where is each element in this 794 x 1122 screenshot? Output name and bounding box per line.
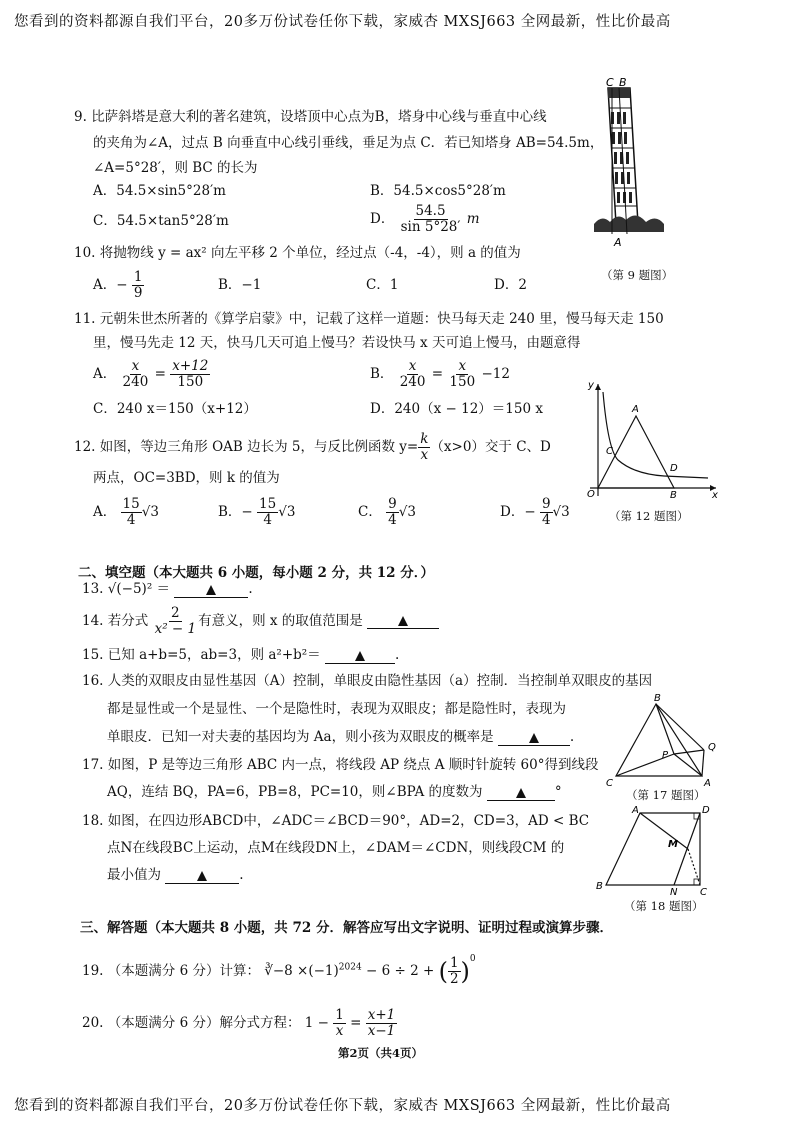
q19-number: 19. — [82, 963, 104, 979]
q10-option-c: C．1 — [366, 277, 399, 293]
tower-label-c: C — [606, 76, 614, 89]
q9-option-d-denominator: sin 5°28′ — [400, 218, 461, 235]
q19-expr2: − 6 ÷ 2 + — [366, 963, 435, 979]
q14-text-post: 有意义，则 x 的取值范围是 — [198, 612, 363, 629]
fig12-label-x: x — [712, 490, 718, 500]
q18-line2: 点N在线段BC上运动，点M在线段DN上，∠DAM＝∠CDN，则线段CM 的 — [107, 840, 565, 856]
q11-option-b-left-den: 240 — [399, 373, 426, 390]
q19-paren-close: ) — [460, 957, 470, 986]
q11-option-b-label: B． — [370, 365, 394, 382]
fig12-label-y: y — [588, 380, 594, 391]
q11-option-b-left-fraction — [398, 359, 428, 390]
q18-number: 18. — [82, 813, 104, 829]
triangle-marker-icon — [197, 871, 207, 881]
q12-function-numerator: k — [420, 431, 429, 447]
q11-option-b-left-num: x — [408, 358, 417, 374]
q17-line2 — [107, 786, 562, 801]
q17-end: ° — [554, 784, 562, 800]
segment-pa — [674, 754, 702, 776]
fig18-label-a: A — [632, 805, 639, 816]
q13-equals: ＝ — [156, 581, 171, 597]
q12-figure — [584, 378, 724, 500]
q20-label: （本题满分 6 分）解分式方程： — [107, 1014, 301, 1031]
q14-numerator: 2 — [171, 605, 180, 621]
q16-answer-blank[interactable] — [498, 731, 570, 746]
q14-line — [82, 606, 439, 637]
tower-body — [594, 88, 664, 232]
q9-option-c: C．54.5×tan5°28′m — [93, 213, 229, 229]
q19-line — [82, 955, 476, 987]
q18-line1 — [82, 815, 589, 829]
q9-option-a: A．54.5×sin5°28′m — [93, 183, 226, 199]
q12-option-a-denominator: 4 — [126, 511, 136, 528]
q9-line2: 的夹角为∠A，过点 B 向垂直中心线引垂线，垂足为点 C．若已知塔身 AB=54.5m， — [93, 135, 604, 151]
q10-option-a-label: A．− — [93, 276, 128, 293]
q11-option-a-right-fraction — [170, 359, 210, 390]
q20-pre: 1 − — [304, 1014, 329, 1031]
q14-answer-blank[interactable] — [367, 615, 439, 630]
triangle-marker-icon — [206, 585, 216, 595]
q9-option-d-label: D． — [370, 210, 395, 227]
q16-line1 — [82, 675, 652, 689]
q15-line — [82, 649, 399, 664]
triangle-marker-icon — [529, 733, 539, 743]
q12-option-a-radical: √3 — [141, 503, 159, 520]
q12-option-d-fraction — [540, 497, 553, 528]
q12-line2: 两点，OC=3BD，则 k 的值为 — [93, 470, 280, 486]
q19-expr1: ∛−8 ×(−1) — [264, 963, 339, 979]
q12-option-a-fraction — [121, 497, 142, 528]
q10-option-a-fraction — [132, 270, 145, 301]
q11-option-a-left-den: 240 — [122, 373, 149, 390]
q16-line3 — [107, 731, 574, 746]
q17-text-line2: AQ，连结 BQ，PA=6，PB=8，PC=10，则∠BPA 的度数为 — [107, 784, 483, 800]
q12-figure-caption: （第 12 题图） — [609, 509, 689, 523]
fig12-label-a: A — [632, 404, 639, 415]
q20-equals: = — [350, 1014, 362, 1031]
q12-option-a-label: A． — [93, 503, 117, 520]
q17-figure-caption: （第 17 题图） — [626, 788, 706, 802]
q19-paren-open: ( — [438, 957, 448, 986]
q10-number: 10. — [74, 245, 96, 261]
q9-option-d-fraction — [399, 204, 463, 235]
q11-option-b-eq: = — [431, 365, 444, 382]
q19-exponent1: 2024 — [338, 962, 362, 973]
q19-fraction — [448, 956, 461, 987]
fig17-label-c: C — [606, 778, 613, 789]
q17-text-line1: 如图，P 是等边三角形 ABC 内一点，将线段 AP 绕点 A 顺时针旋转 60°得到线段 — [107, 757, 599, 773]
q20-right-fraction — [366, 1008, 398, 1039]
q12-text-pre: 如图，等边三角形 OAB 边长为 5，与反比例函数 y= — [99, 438, 419, 455]
q12-option-d-denominator: 4 — [541, 511, 551, 528]
q14-denominator: x² − 1 — [154, 620, 197, 637]
q18-line3 — [107, 869, 244, 884]
q11-option-b-right-fraction — [447, 359, 477, 390]
q11-option-a-label: A． — [93, 365, 117, 382]
q13-expression: √(−5)² — [107, 581, 153, 597]
fig17-label-q: Q — [708, 742, 716, 753]
q9-line3: ∠A=5°28′，则 BC 的长为 — [93, 160, 258, 176]
q11-option-b — [370, 359, 510, 390]
hyperbola-curve — [603, 392, 708, 478]
fig17-label-a: A — [704, 778, 711, 789]
q18-text-line1: 如图，在四边形ABCD中，∠ADC＝∠BCD＝90°，AD=2，CD=3，AD < BC — [107, 813, 590, 829]
q12-option-c-denominator: 4 — [388, 511, 397, 528]
fig12-label-c: C — [606, 446, 613, 457]
q11-line1 — [74, 313, 664, 327]
q10-text: 将抛物线 y = ax² 向左平移 2 个单位，经过点（-4，-4），则 a 的值为 — [99, 245, 521, 261]
q10-option-a-denominator: 9 — [133, 284, 143, 301]
fig12-label-b: B — [670, 490, 677, 500]
q12-option-c-numerator: 9 — [388, 496, 397, 512]
q15-answer-blank[interactable] — [325, 649, 395, 664]
q14-text-pre: 若分式 — [107, 612, 149, 629]
q9-line1 — [74, 111, 547, 125]
q12-option-b-numerator: 15 — [259, 496, 277, 512]
q17-line1 — [82, 759, 598, 773]
q19-numerator: 1 — [449, 955, 459, 972]
page-number-footer: 第2页（共4页） — [338, 1046, 424, 1060]
fig18-label-d: D — [702, 805, 710, 816]
q12-option-a — [93, 497, 159, 528]
q20-left-denominator: x — [335, 1022, 344, 1039]
q11-option-a-eq: = — [154, 365, 166, 382]
quadrilateral-abcd — [606, 813, 700, 885]
bottom-banner: 您看到的资料都源自我们平台，20多万份试卷任你下载，家威杏 MXSJ663 全网最新，性比价最高 — [14, 1098, 671, 1114]
q11-option-a-right-den: 150 — [177, 373, 204, 390]
fig18-label-b: B — [596, 881, 603, 892]
q9-text-line1: 比萨斜塔是意大利的著名建筑，设塔顶中心点为B，塔身中心线与垂直中心线 — [91, 109, 547, 125]
q11-option-a-left-num: x — [131, 358, 140, 374]
q17-answer-blank[interactable] — [487, 786, 555, 801]
q16-text-line1: 人类的双眼皮由显性基因（A）控制，单眼皮由隐性基因（a）控制．当控制单双眼皮的基因 — [107, 673, 653, 689]
q17-figure — [604, 692, 724, 790]
q12-function-denominator: x — [420, 446, 429, 463]
q16-line2: 都是显性或一个是显性、一个是隐性时，表现为双眼皮；都是隐性时，表现为 — [107, 701, 566, 717]
q20-right-numerator: x+1 — [367, 1007, 396, 1023]
q20-line — [82, 1008, 397, 1039]
q14-fraction — [153, 606, 199, 637]
y-axis-arrow-icon — [595, 384, 601, 390]
q16-number: 16. — [82, 673, 104, 689]
q11-option-a-right-num: x+12 — [172, 358, 209, 374]
triangle-marker-icon — [355, 651, 365, 661]
q15-end: . — [394, 647, 400, 663]
tower-label-a: A — [614, 236, 622, 249]
q9-option-d-numerator: 54.5 — [415, 203, 446, 219]
q11-option-b-right-num: x — [458, 358, 467, 374]
q12-line1 — [74, 432, 551, 463]
q20-right-denominator: x−1 — [367, 1022, 396, 1039]
q13-number: 13. — [82, 581, 104, 597]
q14-number: 14. — [82, 612, 104, 629]
q9-figure-tower — [590, 76, 670, 256]
tower-label-b: B — [619, 76, 627, 89]
q10-option-a-numerator: 1 — [133, 269, 143, 285]
q11-option-c: C．240 x＝150（x+12） — [93, 401, 257, 417]
q11-line2: 里，慢马先走 12 天，快马几天可追上慢马？若设快马 x 天可追上慢马，由题意得 — [93, 335, 581, 351]
q9-option-b: B．54.5×cos5°28′m — [370, 183, 506, 199]
q10-option-d: D．2 — [494, 277, 527, 293]
q11-option-b-right-den: 150 — [449, 373, 476, 390]
fig18-label-c: C — [700, 887, 707, 898]
q10-option-b: B．−1 — [218, 277, 262, 293]
fig12-label-d: D — [670, 463, 678, 474]
q18-figure — [596, 803, 726, 899]
segment-pq — [674, 750, 704, 754]
q15-number: 15. — [82, 647, 104, 663]
q12-option-c-radical: √3 — [398, 503, 416, 520]
q20-number: 20. — [82, 1014, 104, 1031]
q11-option-b-tail: −12 — [481, 365, 510, 382]
q13-answer-blank[interactable] — [174, 583, 248, 598]
q9-figure-caption: （第 9 题图） — [601, 268, 674, 282]
q18-text-line3: 最小值为 — [107, 867, 161, 883]
q19-denominator: 2 — [449, 971, 459, 987]
q11-option-d: D．240（x − 12）＝150 x — [370, 401, 543, 417]
section2-title: 二、填空题（本大题共 6 小题，每小题 2 分，共 12 分．） — [78, 565, 435, 581]
q12-number: 12. — [74, 438, 96, 455]
q12-option-b-denominator: 4 — [263, 511, 272, 528]
q12-option-b-label: B．− — [218, 503, 253, 520]
q17-number: 17. — [82, 757, 104, 773]
q12-option-d-numerator: 9 — [541, 496, 551, 512]
q12-option-d-label: D．− — [500, 503, 536, 520]
q12-option-b — [218, 497, 295, 528]
q11-number: 11. — [74, 311, 96, 327]
q11-option-a-left-fraction — [121, 359, 151, 390]
q18-end: . — [239, 867, 244, 883]
q13-line — [82, 583, 253, 598]
fig17-label-b: B — [654, 693, 661, 704]
q12-option-a-numerator: 15 — [122, 496, 140, 512]
triangle-marker-icon — [398, 616, 408, 626]
section3-title: 三、解答题（本大题共 8 小题，共 72 分．解答应写出文字说明、证明过程或演算步骤． — [80, 920, 613, 936]
q20-left-numerator: 1 — [335, 1007, 344, 1023]
q11-text-line1: 元朝朱世杰所著的《算学启蒙》中，记载了这样一道题：快马每天走 240 里，慢马每天走 150 — [99, 311, 664, 327]
q9-option-d — [370, 204, 480, 235]
q9-number: 9. — [74, 109, 87, 125]
q12-function-fraction — [418, 432, 430, 463]
q15-text: 已知 a+b=5，ab=3，则 a²+b²＝ — [107, 647, 321, 663]
segment-am — [640, 813, 688, 849]
q19-exponent2: 0 — [469, 954, 476, 964]
q12-option-c-label: C． — [358, 503, 382, 520]
q12-option-d — [500, 497, 570, 528]
q18-answer-blank[interactable] — [165, 869, 239, 884]
q12-option-c-fraction — [386, 497, 399, 528]
segment-qa — [702, 750, 704, 776]
fig18-label-m: M — [668, 839, 678, 850]
q19-label: （本题满分 6 分）计算： — [107, 963, 260, 979]
q10-option-a — [93, 270, 144, 301]
q9-option-d-unit: m — [466, 210, 480, 227]
q11-option-a — [93, 359, 210, 390]
q10-line — [74, 247, 521, 261]
segment-bq — [656, 704, 704, 750]
fig18-label-n: N — [670, 887, 678, 898]
fig12-label-o: O — [587, 489, 595, 500]
triangle-marker-icon — [516, 788, 526, 798]
q13-end: . — [248, 581, 253, 597]
q18-figure-caption: （第 18 题图） — [624, 899, 704, 913]
q20-left-fraction — [333, 1008, 346, 1039]
q16-text-line3: 单眼皮．已知一对夫妻的基因均为 Aa，则小孩为双眼皮的概率是 — [107, 729, 494, 745]
q12-option-b-fraction — [257, 497, 278, 528]
q12-option-b-radical: √3 — [278, 503, 296, 520]
q12-option-c — [358, 497, 416, 528]
q12-text-post: （x>0）交于 C、D — [430, 438, 551, 455]
top-banner: 您看到的资料都源自我们平台，20多万份试卷任你下载，家威杏 MXSJ663 全网最新，性比价最高 — [14, 14, 671, 30]
q16-end: . — [569, 729, 575, 745]
fig17-label-p: P — [662, 750, 669, 761]
q12-option-d-radical: √3 — [552, 503, 570, 520]
